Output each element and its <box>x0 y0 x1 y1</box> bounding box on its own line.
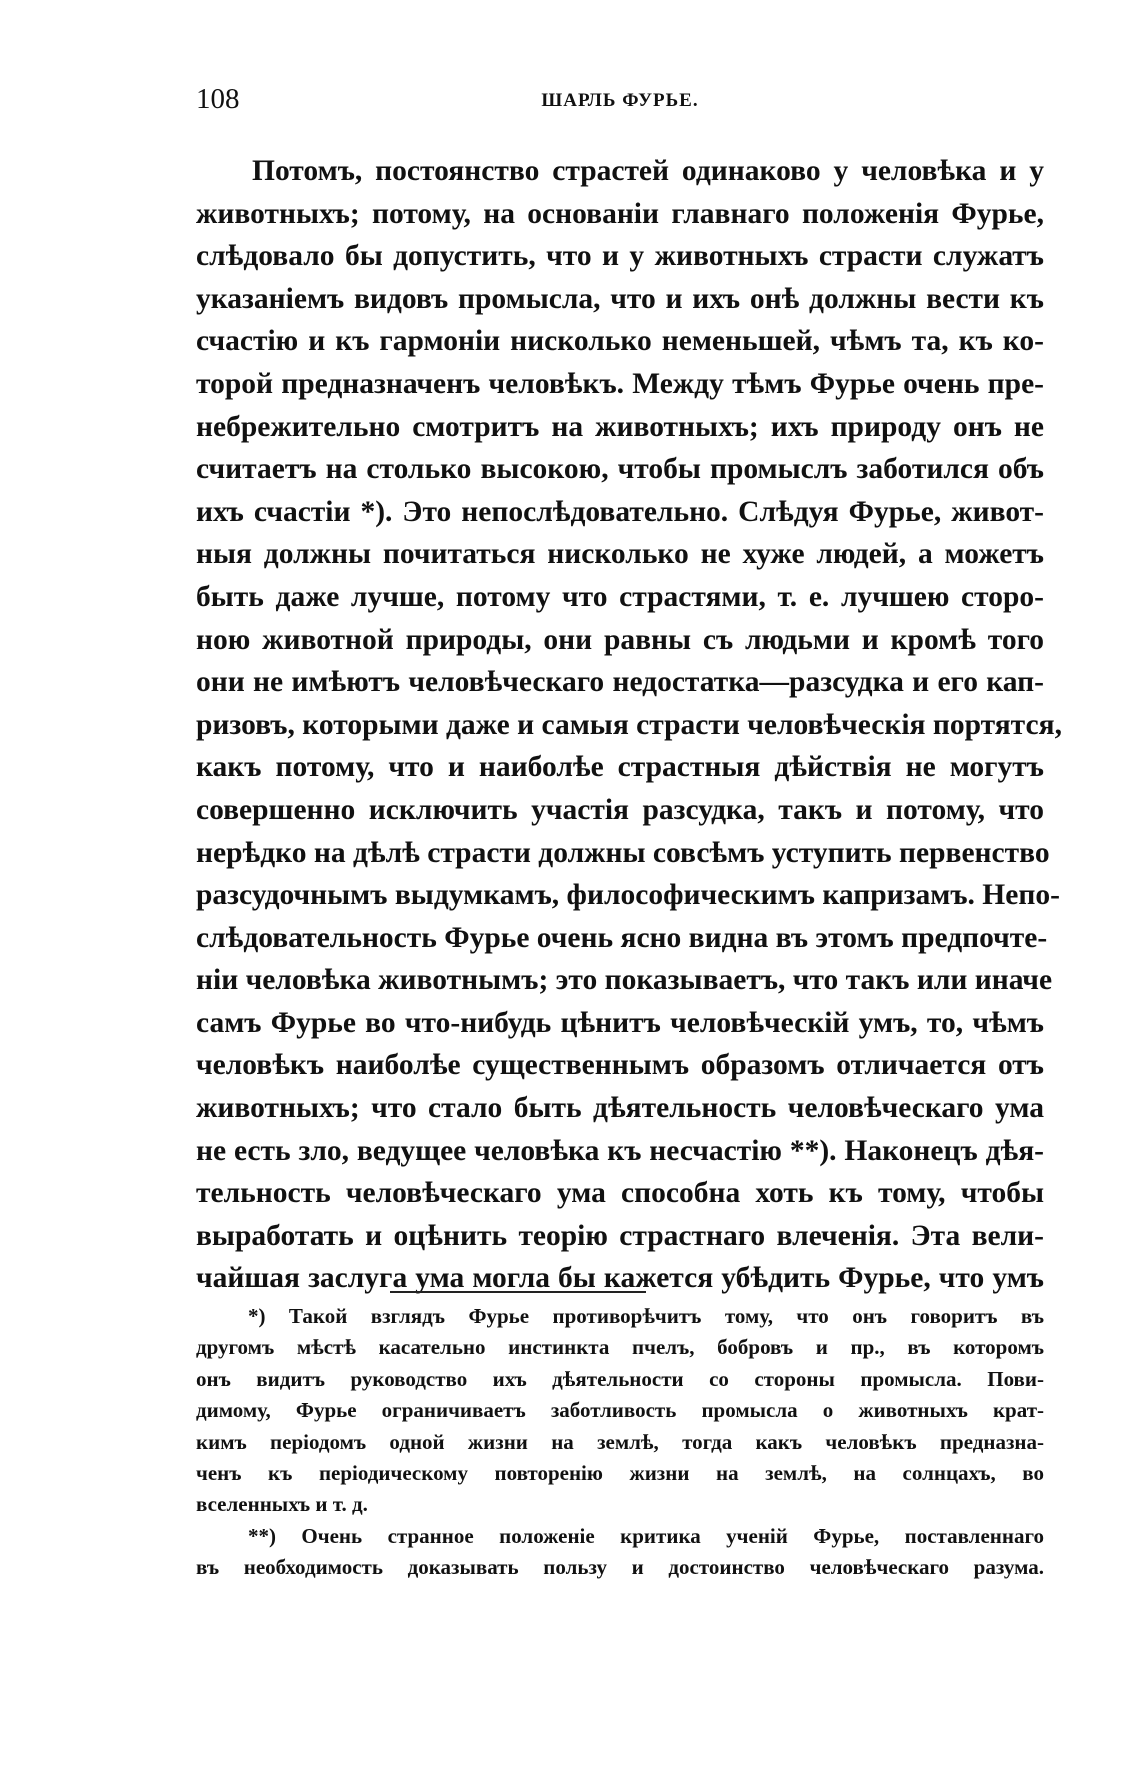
text-line: разсудочнымъ выдумкамъ, философическимъ капризамъ. Непо- <box>196 879 1060 912</box>
text-line: совершенно исключить участія разсудка, такъ и потому, что <box>196 793 1044 826</box>
text-line: человѣкъ наиболѣе существеннымъ образомъ отличается отъ <box>196 1049 1044 1082</box>
page-header <box>196 82 1044 122</box>
text-line: считаетъ на столько высокою, чтобы промыслъ заботился объ <box>196 453 1044 486</box>
footnote-line: въ необходимость доказывать пользу и достоинство человѣческаго разума. <box>196 1555 1044 1580</box>
text-line: ніи человѣка животнымъ; это показываетъ, что такъ или иначе <box>196 964 1053 997</box>
body-text <box>196 150 1062 1300</box>
text-line: небрежительно смотритъ на животныхъ; ихъ природу онъ не <box>196 410 1044 443</box>
text-line: счастію и къ гармоніи нисколько неменьшей, чѣмъ та, къ ко- <box>196 325 1044 358</box>
footnote-line: онъ видитъ руководство ихъ дѣятельности со стороны промысла. Пови- <box>196 1366 1044 1391</box>
text-line: быть даже лучше, потому что страстями, т. е. лучшею сторо- <box>196 580 1044 613</box>
page-number: 108 <box>196 83 240 115</box>
footnotes <box>196 1301 1044 1584</box>
text-line: ныя должны почитаться нисколько не хуже людей, а можетъ <box>196 538 1044 571</box>
text-line: указаніемъ видовъ промысла, что и ихъ онѣ должны вести къ <box>196 282 1044 315</box>
text-line: Потомъ, постоянство страстей одинаково у человѣка и у <box>252 155 1044 187</box>
text-line: ною животной природы, они равны съ людьми и кромѣ того <box>196 623 1044 656</box>
footnote-line: *) Такой взглядъ Фурье противорѣчитъ тому, что онъ говоритъ въ <box>248 1304 1044 1328</box>
footnote-line: димому, Фурье ограничиваетъ заботливость промысла о животныхъ крат- <box>196 1398 1044 1423</box>
text-line: самъ Фурье во что-нибудь цѣнитъ человѣческій умъ, то, чѣмъ <box>196 1006 1044 1039</box>
text-line: ихъ счастіи *). Это непослѣдовательно. Слѣдуя Фурье, живот- <box>196 495 1044 528</box>
text-line: слѣдовательность Фурье очень ясно видна въ этомъ предпочте- <box>196 921 1048 954</box>
footnote-line: **) Очень странное положеніе критика ученій Фурье, поставленнаго <box>248 1523 1044 1548</box>
text-line: выработать и оцѣнить теорію страстнаго влеченія. Эта вели- <box>196 1219 1044 1252</box>
footnote-line: другомъ мѣстѣ касательно инстинкта пчелъ, бобровъ и пр., въ которомъ <box>196 1335 1044 1360</box>
text-line: слѣдовало бы допустить, что и у животныхъ страсти служатъ <box>196 240 1044 273</box>
text-line: животныхъ; потому, на основаніи главнаго положенія Фурье, <box>196 197 1044 230</box>
text-line: ризовъ, которыми даже и самыя страсти человѣческія портятся, <box>196 708 1062 741</box>
text-line: тельность человѣческаго ума способна хоть къ тому, чтобы <box>196 1177 1044 1210</box>
footnote-line: вселенныхъ и т. д. <box>196 1492 368 1517</box>
text-line: нерѣдко на дѣлѣ страсти должны совсѣмъ уступить первенство <box>196 836 1050 869</box>
text-line: какъ потому, что и наиболѣе страстныя дѣйствія не могутъ <box>196 751 1044 784</box>
footnote-divider <box>390 1291 646 1293</box>
footnote-line: кимъ періодомъ одной жизни на землѣ, тогда какъ человѣкъ предназна- <box>196 1429 1044 1454</box>
text-line: чайшая заслуга ума могла бы кажется убѣдить Фурье, что умъ <box>196 1262 1044 1295</box>
text-line: они не имѣютъ человѣческаго недостатка—разсудка и его кап- <box>196 666 1044 699</box>
text-line: торой предназначенъ человѣкъ. Между тѣмъ Фурье очень пре- <box>196 367 1044 400</box>
footnote-line: ченъ къ періодическому повторенію жизни на землѣ, на солнцахъ, во <box>196 1460 1044 1485</box>
text-line: не есть зло, ведущее человѣка къ несчастію **). Наконецъ дѣя- <box>196 1134 1044 1167</box>
text-line: животныхъ; что стало быть дѣятельность человѣческаго ума <box>196 1092 1044 1125</box>
running-title: ШАРЛЬ ФУРЬЕ. <box>541 90 699 111</box>
